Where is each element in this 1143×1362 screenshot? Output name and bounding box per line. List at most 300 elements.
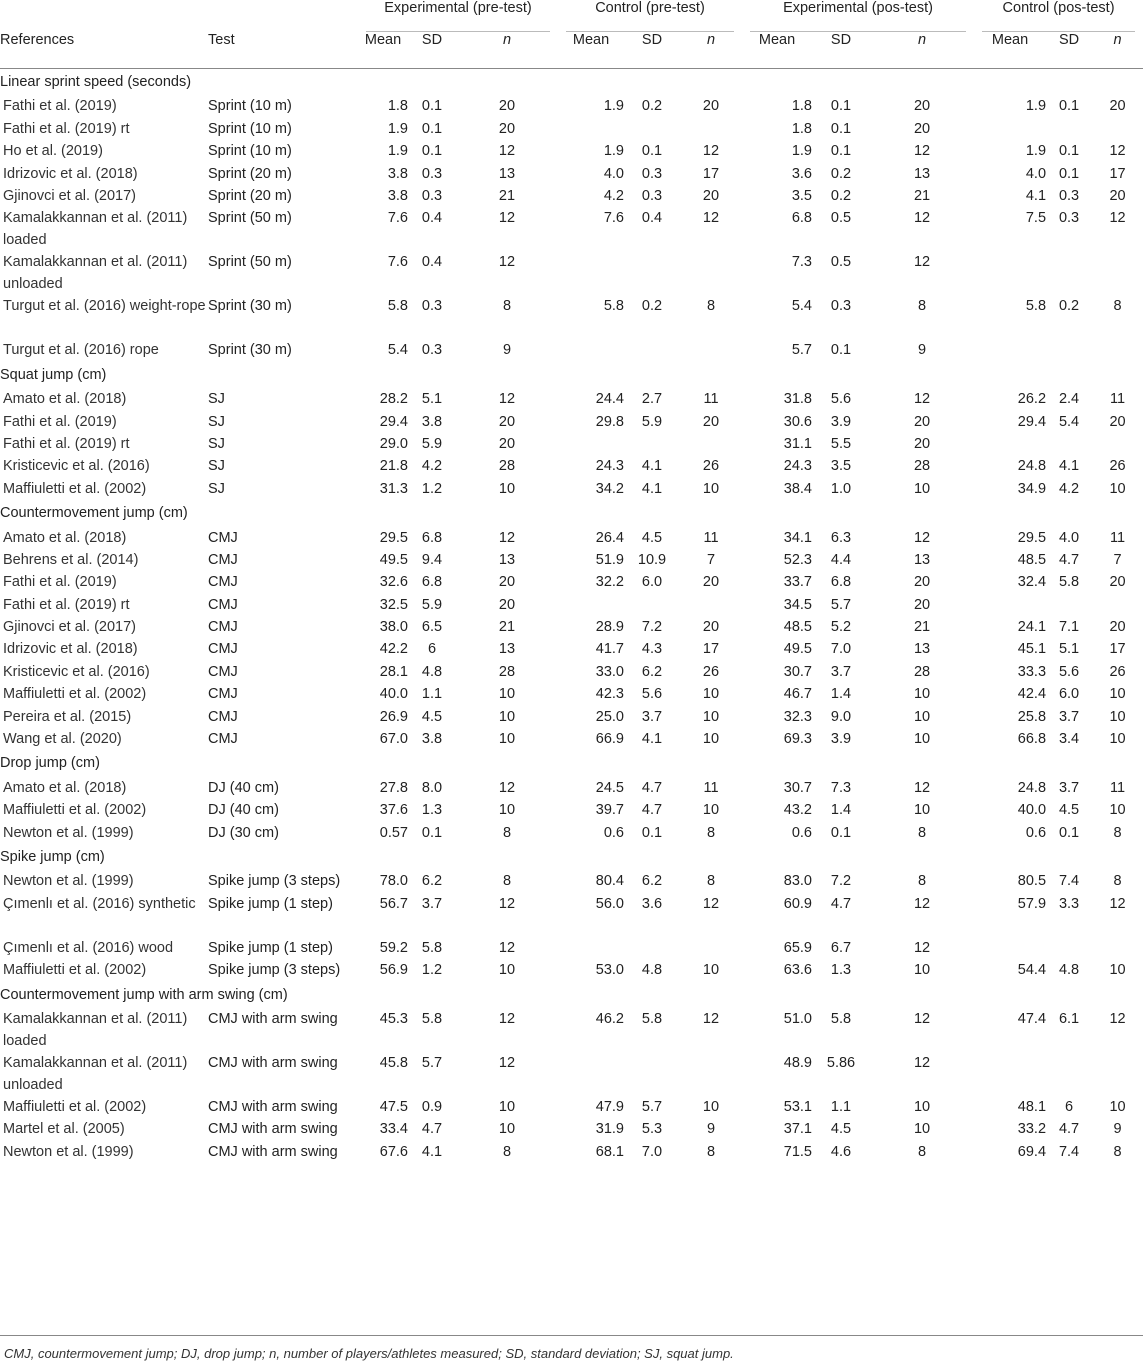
test-cell: Sprint (50 m) [208,210,292,227]
test-cell: CMJ [208,619,238,636]
test-cell: Sprint (30 m) [208,342,292,359]
table-row [0,683,1143,705]
n-cell: 8 [502,298,512,315]
sd-cell: 0.1 [641,143,663,160]
n-cell: 10 [913,480,931,497]
sd-cell: 5.7 [830,596,852,613]
mean-cell [558,433,624,455]
reference-cell: Behrens et al. (2014) [3,551,139,568]
mean-cell: 33.7 [783,574,812,591]
sd-cell: 5.3 [641,1121,663,1138]
sd-cell [1046,251,1092,295]
n-cell: 20 [498,98,516,115]
sd-cell: 0.4 [641,210,663,227]
mean-cell: 7.5 [1025,210,1047,227]
section-header [0,362,1143,388]
sd-cell: 4.1 [641,480,663,497]
sd-cell: 3.8 [421,413,443,430]
mean-cell: 24.8 [1017,779,1047,796]
sd-cell: 9.4 [421,551,443,568]
sd-cell: 0.9 [421,1098,443,1115]
sd-cell: 5.6 [641,686,663,703]
sd-cell: 5.5 [830,435,852,452]
n-cell: 10 [1109,480,1126,497]
col-header-n: n [680,32,742,69]
mean-cell: 28.1 [379,663,408,680]
n-cell: 12 [498,529,516,546]
mean-cell: 31.9 [595,1121,624,1138]
mean-cell: 33.2 [1017,1121,1047,1138]
sd-cell: 4.7 [641,779,663,796]
n-cell: 12 [702,143,720,160]
n-cell [1092,339,1143,361]
mean-cell: 66.8 [1017,731,1047,748]
sd-cell: 6.8 [830,574,852,591]
mean-cell: 69.4 [1017,1143,1047,1160]
table-row [0,140,1143,162]
mean-cell: 31.1 [783,435,812,452]
mean-cell: 42.2 [379,641,408,658]
sd-cell: 4.4 [830,551,852,568]
mean-cell: 66.9 [595,731,624,748]
table-row [0,661,1143,683]
test-cell: CMJ [208,641,238,658]
n-cell: 8 [917,298,927,315]
mean-cell: 52.3 [783,551,812,568]
mean-cell [974,118,1046,140]
n-cell [1092,118,1143,140]
reference-cell: Fathi et al. (2019) rt [3,120,130,137]
sd-cell [624,433,680,455]
reference-cell: Fathi et al. (2019) [3,413,117,430]
n-cell: 12 [498,210,516,227]
n-cell: 10 [1109,731,1126,748]
sd-cell: 0.2 [1058,298,1080,315]
reference-cell: Newton et al. (1999) [3,824,134,841]
mean-cell: 34.1 [783,529,812,546]
n-cell: 21 [498,187,516,204]
sd-cell: 0.1 [830,824,852,841]
n-cell: 10 [498,1121,516,1138]
sd-cell: 1.2 [421,962,443,979]
n-cell: 10 [702,1098,720,1115]
sd-cell: 5.1 [421,391,443,408]
mean-cell: 38.4 [783,480,812,497]
mean-cell: 0.6 [1025,824,1047,841]
mean-cell: 34.9 [1017,480,1047,497]
col-header-sd: SD [408,32,456,69]
sd-cell: 0.3 [1058,210,1080,227]
table-row [0,799,1143,821]
section-title: Linear sprint speed (seconds) [0,74,192,90]
table-footnote: CMJ, countermovement jump; DJ, drop jump; n, number of players/athletes measured; SD, standard deviation; SJ, squat jump. [4,1346,734,1361]
table-row [0,1118,1143,1140]
col-header-sd: SD [812,32,870,69]
mean-cell: 37.6 [379,802,408,819]
mean-cell: 4.0 [1025,165,1047,182]
mean-cell: 1.8 [791,98,812,115]
n-cell: 20 [913,435,931,452]
n-cell: 12 [702,1010,720,1027]
n-cell: 11 [703,529,719,546]
group-header-experimental-pre: Experimental (pre-test) [358,0,558,32]
mean-cell: 80.5 [1017,873,1047,890]
sd-cell: 0.1 [1058,143,1080,160]
n-cell: 10 [1109,962,1126,979]
mean-cell: 1.9 [603,98,624,115]
sd-cell: 4.1 [641,731,663,748]
sd-cell: 4.7 [830,895,852,912]
n-cell: 13 [498,165,516,182]
sd-cell: 3.7 [641,708,663,725]
reference-cell: Amato et al. (2018) [3,779,127,796]
n-cell: 8 [1113,1143,1122,1160]
mean-cell: 24.8 [1017,458,1047,475]
table-row [0,706,1143,728]
table-row [0,822,1143,844]
n-cell: 10 [1109,686,1126,703]
n-cell: 26 [702,663,720,680]
sd-cell [624,594,680,616]
n-cell: 12 [498,143,516,160]
reference-cell: Gjinovci et al. (2017) [3,619,136,636]
reference-cell: Kamalakkannan et al. (2011) loaded [3,1010,188,1049]
reference-cell: Amato et al. (2018) [3,529,127,546]
n-cell: 8 [706,873,716,890]
test-cell: CMJ with arm swing [208,1054,338,1071]
reference-cell: Amato et al. (2018) [3,391,127,408]
test-cell: CMJ [208,596,238,613]
mean-cell [974,1052,1046,1096]
n-cell: 20 [498,413,516,430]
n-cell: 20 [913,120,931,137]
mean-cell: 1.8 [387,98,408,115]
reference-cell: Fathi et al. (2019) [3,98,117,115]
mean-cell: 33.3 [1017,663,1047,680]
mean-cell: 47.5 [379,1098,408,1115]
table-row [0,295,1143,339]
n-cell: 17 [1109,641,1126,658]
table-row [0,411,1143,433]
n-cell: 10 [913,708,931,725]
n-cell: 12 [1109,143,1126,160]
sd-cell: 6.8 [421,529,443,546]
n-cell: 10 [913,731,931,748]
n-cell: 10 [498,962,516,979]
n-cell: 12 [498,1010,516,1027]
mean-cell: 0.6 [603,824,624,841]
mean-cell: 49.5 [783,641,812,658]
sd-cell [624,251,680,295]
sd-cell: 6.8 [421,574,443,591]
mean-cell: 26.4 [595,529,624,546]
test-cell: SJ [208,391,225,408]
mean-cell: 69.3 [783,731,812,748]
n-cell [680,339,742,361]
n-cell: 12 [498,254,516,271]
n-cell: 20 [702,574,720,591]
n-cell: 10 [498,480,516,497]
section-title: Countermovement jump with arm swing (cm) [0,986,288,1003]
sd-cell: 7.4 [1058,873,1080,890]
sd-cell: 0.3 [641,187,663,204]
test-cell: SJ [208,480,225,497]
sd-cell: 0.1 [830,120,852,137]
section-title: Spike jump (cm) [0,849,105,865]
n-cell: 10 [498,1098,516,1115]
sd-cell: 6 [427,641,437,658]
test-cell: Spike jump (3 steps) [208,962,341,979]
sd-cell: 0.1 [1058,165,1080,182]
sd-cell: 7.0 [830,641,852,658]
reference-cell: Pereira et al. (2015) [3,708,132,725]
n-cell: 20 [702,98,720,115]
n-cell: 11 [703,779,719,796]
sd-cell: 5.6 [1058,663,1080,680]
mean-cell [974,594,1046,616]
section-title: Squat jump (cm) [0,366,107,383]
n-cell: 8 [1113,873,1122,890]
mean-cell: 32.2 [595,574,624,591]
sd-cell: 7.2 [641,619,663,636]
sd-cell: 4.1 [421,1143,443,1160]
mean-cell: 57.9 [1017,895,1047,912]
mean-cell: 29.0 [379,435,408,452]
n-cell: 12 [702,210,720,227]
table-row [0,95,1143,117]
n-cell [1092,937,1143,959]
n-cell [1092,433,1143,455]
mean-cell: 40.0 [379,686,408,703]
mean-cell: 47.4 [1017,1010,1047,1027]
reference-cell: Kamalakkannan et al. (2011) unloaded [3,1054,188,1093]
mean-cell: 21.8 [379,458,408,475]
n-cell: 12 [1109,895,1126,912]
mean-cell [974,251,1046,295]
table-row [0,118,1143,140]
n-cell: 11 [1110,779,1126,796]
n-cell [680,251,742,295]
sd-cell: 0.5 [830,254,852,271]
table-row [0,1096,1143,1118]
mean-cell: 0.57 [379,824,408,841]
n-cell: 12 [913,391,931,408]
sd-cell: 4.2 [1058,480,1080,497]
n-cell: 10 [702,962,720,979]
mean-cell: 24.4 [595,391,624,408]
col-header-mean: Mean [558,32,624,69]
n-cell: 7 [1113,551,1122,568]
sd-cell: 0.4 [421,210,443,227]
section-title: Countermovement jump (cm) [0,505,188,522]
sd-cell: 6 [1064,1098,1074,1115]
n-cell: 21 [913,619,931,636]
reference-cell: Newton et al. (1999) [3,873,134,890]
mean-cell: 7.6 [387,254,408,271]
group-header-control-pre: Control (pre-test) [558,0,742,32]
n-cell: 17 [1109,165,1126,182]
mean-cell: 26.9 [379,708,408,725]
n-cell: 12 [498,779,516,796]
reference-cell: Newton et al. (1999) [3,1143,134,1160]
n-cell: 13 [913,641,931,658]
n-cell [680,118,742,140]
sd-cell [1046,118,1092,140]
sd-cell: 3.9 [830,731,852,748]
n-cell: 20 [913,596,931,613]
reference-cell: Kamalakkannan et al. (2011) loaded [3,210,188,249]
sd-cell: 0.3 [830,298,852,315]
sd-cell: 3.9 [830,413,852,430]
mean-cell: 1.9 [387,120,408,137]
reference-cell: Maffiuletti et al. (2002) [3,686,147,703]
n-cell: 8 [917,873,927,890]
n-cell: 20 [498,435,516,452]
sd-cell: 4.1 [1058,458,1080,475]
sd-cell: 6.2 [641,873,663,890]
table-row [0,185,1143,207]
n-cell: 28 [913,663,931,680]
reference-cell: Ho et al. (2019) [3,143,103,160]
table-row [0,959,1143,981]
mean-cell: 45.1 [1017,641,1047,658]
col-header-n: n [456,32,558,69]
reference-cell: Çımenlı et al. (2016) wood [3,939,174,956]
mean-cell: 28.9 [595,619,624,636]
n-cell: 21 [498,619,516,636]
table-body [0,69,1143,1164]
n-cell: 11 [703,391,719,408]
sd-cell: 0.3 [421,342,443,359]
test-cell: CMJ with arm swing [208,1143,338,1160]
mean-cell: 48.5 [1017,551,1047,568]
mean-cell: 48.1 [1017,1098,1047,1115]
sd-cell: 5.8 [1058,574,1080,591]
reference-cell: Gjinovci et al. (2017) [3,187,136,204]
mean-cell: 78.0 [379,873,408,890]
n-cell: 20 [913,574,931,591]
mean-cell: 29.8 [595,413,624,430]
sd-cell: 0.2 [830,187,852,204]
sd-cell [624,1052,680,1096]
table-row [0,455,1143,477]
sd-cell: 4.0 [1058,529,1080,546]
sd-cell: 6.0 [1058,686,1080,703]
mean-cell: 25.0 [595,708,624,725]
mean-cell [558,251,624,295]
test-cell: CMJ [208,551,238,568]
n-cell: 20 [1109,619,1126,636]
sd-cell: 4.7 [1058,551,1080,568]
test-cell: CMJ [208,686,238,703]
sd-cell: 0.2 [641,298,663,315]
reference-cell: Kristicevic et al. (2016) [3,663,150,680]
table-row [0,251,1143,295]
mean-cell: 68.1 [595,1143,624,1160]
table-row [0,549,1143,571]
test-cell: Sprint (10 m) [208,98,292,115]
mean-cell: 46.2 [595,1010,624,1027]
reference-cell: Fathi et al. (2019) [3,574,117,591]
sd-cell: 0.3 [421,187,443,204]
n-cell: 17 [702,641,720,658]
n-cell: 8 [502,873,512,890]
sd-cell: 0.3 [1058,187,1080,204]
sd-cell: 0.1 [1058,824,1080,841]
mean-cell: 29.4 [1017,413,1047,430]
sd-cell: 8.0 [421,779,443,796]
n-cell: 12 [498,939,516,956]
table-row [0,478,1143,500]
mean-cell: 29.5 [1017,529,1047,546]
mean-cell: 4.0 [603,165,624,182]
n-cell: 20 [1109,574,1126,591]
sd-cell: 7.2 [830,873,852,890]
sd-cell: 5.9 [421,596,443,613]
mean-cell: 1.9 [387,143,408,160]
mean-cell [558,594,624,616]
reference-cell: Idrizovic et al. (2018) [3,641,138,658]
mean-cell: 48.9 [783,1054,812,1071]
test-cell: CMJ [208,529,238,546]
n-cell: 10 [1109,708,1126,725]
mean-cell: 7.6 [387,210,408,227]
sd-cell: 7.1 [1058,619,1080,636]
sd-cell: 1.3 [830,962,852,979]
sd-cell: 7.4 [1058,1143,1080,1160]
n-cell: 20 [498,596,516,613]
n-cell: 10 [1109,1098,1126,1115]
sd-cell: 5.8 [421,939,443,956]
col-header-n: n [870,32,974,69]
table-row [0,616,1143,638]
sd-cell: 0.1 [421,143,443,160]
sd-cell [624,118,680,140]
mean-cell: 56.7 [379,895,408,912]
mean-cell: 53.0 [595,962,624,979]
sd-cell: 3.8 [421,731,443,748]
sd-cell: 0.3 [421,298,443,315]
mean-cell: 47.9 [595,1098,624,1115]
test-cell: CMJ with arm swing [208,1098,338,1115]
n-cell: 12 [913,1010,931,1027]
n-cell: 12 [913,779,931,796]
col-header-mean: Mean [974,32,1046,69]
mean-cell: 34.5 [783,596,812,613]
sd-cell: 4.6 [830,1143,852,1160]
sd-cell [624,339,680,361]
n-cell: 9 [917,342,927,359]
col-header-sd: SD [624,32,680,69]
mean-cell: 4.1 [1025,187,1047,204]
test-cell: Spike jump (1 step) [208,939,333,956]
n-cell [1092,594,1143,616]
test-cell: Spike jump (1 step) [208,895,333,912]
sd-cell: 3.7 [1058,779,1080,796]
mean-cell [974,937,1046,959]
sd-cell: 0.3 [641,165,663,182]
sd-cell: 5.2 [830,619,852,636]
n-cell: 12 [913,939,931,956]
mean-cell: 33.0 [595,663,624,680]
sd-cell: 6.2 [421,873,443,890]
test-cell: CMJ with arm swing [208,1010,338,1027]
n-cell [680,937,742,959]
mean-cell [974,433,1046,455]
mean-cell: 31.8 [783,391,812,408]
mean-cell: 42.3 [595,686,624,703]
mean-cell: 5.8 [387,298,408,315]
